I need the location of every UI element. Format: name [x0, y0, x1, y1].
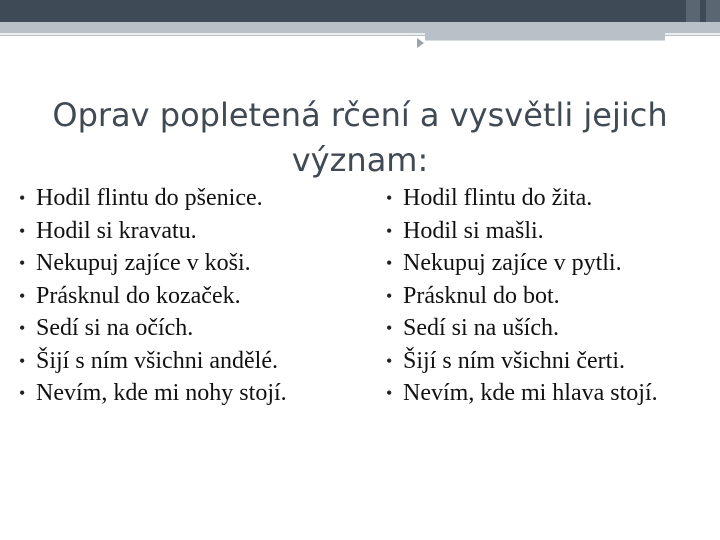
header-dark-band: [0, 0, 720, 22]
bullet-icon: •: [386, 253, 393, 273]
header-tab: [425, 30, 665, 41]
header-accent-square: [686, 0, 700, 22]
list-item: • Nekupuj zajíce v koši.: [36, 247, 287, 280]
bullet-icon: •: [19, 253, 26, 273]
list-item: • Prásknul do kozaček.: [36, 280, 287, 313]
correct-sayings-list: [386, 182, 658, 410]
triangle-icon: [417, 38, 424, 48]
list-item: • Šijí s ním všichni čerti.: [403, 345, 658, 378]
list-item: • Hodil flintu do pšenice.: [36, 182, 287, 215]
list-item: • Nekupuj zajíce v pytli.: [403, 247, 658, 280]
bullet-icon: •: [386, 220, 393, 241]
list-item: • Šijí s ním všichni andělé.: [36, 345, 287, 378]
list-item: • Nevím, kde mi hlava stojí.: [403, 377, 658, 410]
bullet-icon: •: [386, 188, 393, 208]
bullet-icon: •: [19, 318, 26, 338]
list-item: • Sedí si na uších.: [403, 312, 658, 345]
list-item: • Hodil si kravatu.: [36, 215, 287, 248]
bullet-icon: •: [386, 383, 393, 403]
bullet-icon: •: [19, 383, 26, 403]
list-item: • Prásknul do bot.: [403, 280, 658, 313]
wrong-sayings-list: [19, 182, 287, 410]
bullet-icon: •: [19, 188, 26, 208]
slide-title: Oprav popletená rčení a vysvětli jejich význam:: [52, 96, 668, 179]
bullet-icon: •: [19, 220, 26, 241]
bullet-icon: •: [386, 285, 393, 306]
bullet-icon: •: [386, 318, 393, 338]
list-item: • Hodil si mašli.: [403, 215, 658, 248]
header-accent-square: [706, 0, 720, 22]
bullet-icon: •: [19, 350, 26, 371]
bullet-icon: •: [19, 285, 26, 306]
list-item: • Hodil flintu do žita.: [403, 182, 658, 215]
list-item: • Nevím, kde mi nohy stojí.: [36, 377, 287, 410]
list-item: • Sedí si na očích.: [36, 312, 287, 345]
bullet-icon: •: [386, 350, 393, 371]
